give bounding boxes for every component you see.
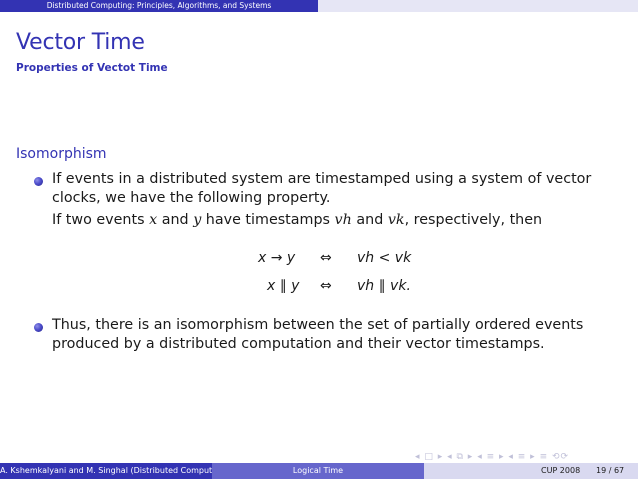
nav-prev-part-icon[interactable]: ◂ ≡ ▸ [508,452,536,462]
item1-line1: If events in a distributed system are timestamped using a system of vector [52,171,592,187]
item1-line3-pre: If two events [52,212,150,228]
item2-line1: Thus, there is an isomorphism between the set of partially ordered events [52,317,584,333]
header-bar-fill [318,0,638,12]
item1-line2: clocks, we have the following property. [52,190,331,206]
frame-subtitle: Properties of Vectot Time [16,62,168,74]
equation-2-right: vh ∥ vk. [357,278,411,294]
footer-bar [0,463,638,479]
frame-title: Vector Time [16,30,145,55]
equation-1-left: x → y [258,250,296,266]
equation-2-left: x ∥ y [267,278,300,294]
footer-short-title: Logical Time [212,463,424,479]
item1-and: and [157,212,194,228]
equation-1-iff: ⇔ [320,250,332,266]
bullet-icon [34,323,43,332]
nav-prev-frame-icon[interactable]: ◂ □ ▸ [415,452,444,462]
var-vh: vh [334,212,352,228]
nav-toc-icon[interactable]: ≡ [539,452,549,462]
var-x: x [149,212,158,228]
var-vk: vk [387,212,405,228]
item1-line3-post: , respectively, then [404,212,543,228]
equation-2-iff: ⇔ [320,278,332,294]
nav-prev-subsection-icon[interactable]: ◂ ⧉ ▸ [447,452,474,462]
item1-line3 [52,211,542,230]
navigation-controls[interactable] [415,452,569,462]
footer-right [424,463,638,479]
header-section-title: Distributed Computing: Principles, Algorithms, and Systems [0,0,318,12]
nav-prev-section-icon[interactable]: ◂ ≡ ▸ [477,452,505,462]
item1-line3-mid: have timestamps [201,212,335,228]
block-title: Isomorphism [16,146,107,162]
item1-and2: and [351,212,388,228]
var-y: y [193,212,202,228]
equation-1-right: vh < vk [357,250,412,266]
footer-date: CUP 2008 [541,466,581,475]
bullet-icon [34,177,43,186]
nav-search-icon[interactable]: ⟲⟳ [552,452,570,462]
item2-line2: produced by a distributed computation and their vector timestamps. [52,336,545,352]
header-bar [0,0,638,12]
footer-page-number: 19 / 67 [596,466,625,475]
footer-authors: A. Kshemkalyani and M. Singhal (Distributed Comput [0,463,212,479]
